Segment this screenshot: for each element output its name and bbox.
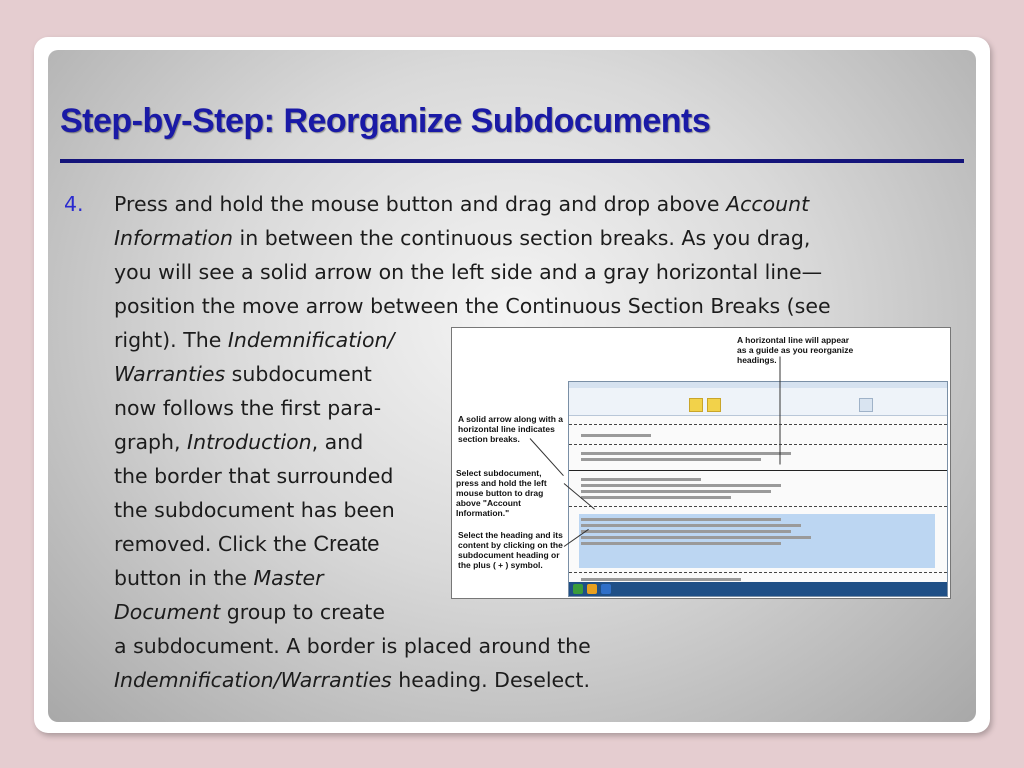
text-placeholder bbox=[581, 530, 791, 533]
callout-pointer-line bbox=[780, 357, 781, 465]
italic-text: Account bbox=[726, 192, 810, 216]
text-span: subdocument bbox=[225, 362, 372, 386]
text-line bbox=[114, 425, 363, 459]
selected-subdocument bbox=[579, 514, 935, 568]
text-line: now follows the first para- bbox=[114, 396, 382, 420]
callout-horizontal-line: A horizontal line will appear as a guide as you reorganize headings. bbox=[737, 335, 854, 365]
screenshot-figure bbox=[451, 327, 951, 599]
section-break-line bbox=[569, 572, 947, 573]
text-line: the border that surrounded bbox=[114, 464, 394, 488]
ribbon-button-icon bbox=[707, 398, 721, 412]
text-placeholder bbox=[581, 536, 811, 539]
text-placeholder bbox=[581, 434, 651, 437]
text-placeholder bbox=[581, 458, 761, 461]
italic-text: Indemnification/Warranti bbox=[114, 668, 369, 692]
text-placeholder bbox=[581, 478, 701, 481]
text-line: a subdocument. A border is placed around the bbox=[114, 634, 591, 658]
taskbar bbox=[569, 582, 947, 596]
text-line bbox=[114, 663, 590, 697]
text-placeholder bbox=[581, 518, 781, 521]
text-span: right). The bbox=[114, 328, 228, 352]
text-line: the subdocument has been bbox=[114, 498, 395, 522]
text-placeholder bbox=[581, 490, 771, 493]
text-line bbox=[114, 323, 394, 357]
italic-text: es bbox=[368, 668, 392, 692]
title-rule bbox=[60, 159, 964, 163]
callout-select-subdocument: Select subdocument, press and hold the left mouse button to drag above "Account Information." bbox=[456, 468, 547, 518]
callout-solid-arrow: A solid arrow along with a horizontal line indicates section breaks. bbox=[458, 414, 564, 444]
text-span: in between the continuous section breaks. As you drag, bbox=[233, 226, 811, 250]
slide-title: Step-by-Step: Reorganize Subdocuments bbox=[60, 102, 711, 140]
text-span: Press and hold the mouse button and drag and drop above bbox=[114, 192, 727, 216]
text-span: button in the bbox=[114, 566, 254, 590]
text-line bbox=[114, 561, 324, 595]
step-number: 4. bbox=[64, 192, 84, 216]
italic-text: Warranties bbox=[114, 362, 226, 386]
start-icon bbox=[573, 584, 583, 594]
text-placeholder bbox=[581, 484, 781, 487]
guide-line bbox=[569, 470, 947, 471]
folder-icon bbox=[587, 584, 597, 594]
text-span: , and bbox=[311, 430, 364, 454]
word-icon bbox=[601, 584, 611, 594]
italic-text: Master bbox=[253, 566, 324, 590]
section-break-line bbox=[569, 444, 947, 445]
italic-text: Introduction bbox=[187, 430, 312, 454]
ribbon-button-icon bbox=[859, 398, 873, 412]
text-line bbox=[114, 187, 809, 221]
slide bbox=[48, 50, 976, 722]
create-label: Create bbox=[313, 531, 380, 556]
text-placeholder bbox=[581, 542, 781, 545]
italic-text: Document bbox=[114, 600, 221, 624]
text-placeholder bbox=[581, 496, 731, 499]
text-placeholder bbox=[581, 524, 801, 527]
text-placeholder bbox=[581, 578, 741, 581]
section-break-line bbox=[569, 424, 947, 425]
callout-select-heading: Select the heading and its content by clicking on the subdocument heading or the plus ( + ) symbol. bbox=[458, 530, 563, 570]
italic-text: Indemnification/ bbox=[227, 328, 395, 352]
text-line bbox=[114, 527, 379, 561]
text-line: position the move arrow between the Continuous Section Breaks (see bbox=[114, 294, 831, 318]
word-window bbox=[568, 381, 948, 597]
ribbon bbox=[569, 388, 947, 416]
text-span: heading. Deselect. bbox=[391, 668, 590, 692]
ribbon-button-icon bbox=[689, 398, 703, 412]
text-placeholder bbox=[581, 452, 791, 455]
italic-text: Information bbox=[114, 226, 234, 250]
text-span: group to create bbox=[220, 600, 385, 624]
text-line bbox=[114, 357, 372, 391]
text-line bbox=[114, 221, 810, 255]
section-break-line bbox=[569, 506, 947, 507]
text-line: you will see a solid arrow on the left side and a gray horizontal line— bbox=[114, 260, 823, 284]
text-line bbox=[114, 595, 385, 629]
text-span: removed. Click the bbox=[114, 532, 314, 556]
text-span: graph, bbox=[114, 430, 188, 454]
